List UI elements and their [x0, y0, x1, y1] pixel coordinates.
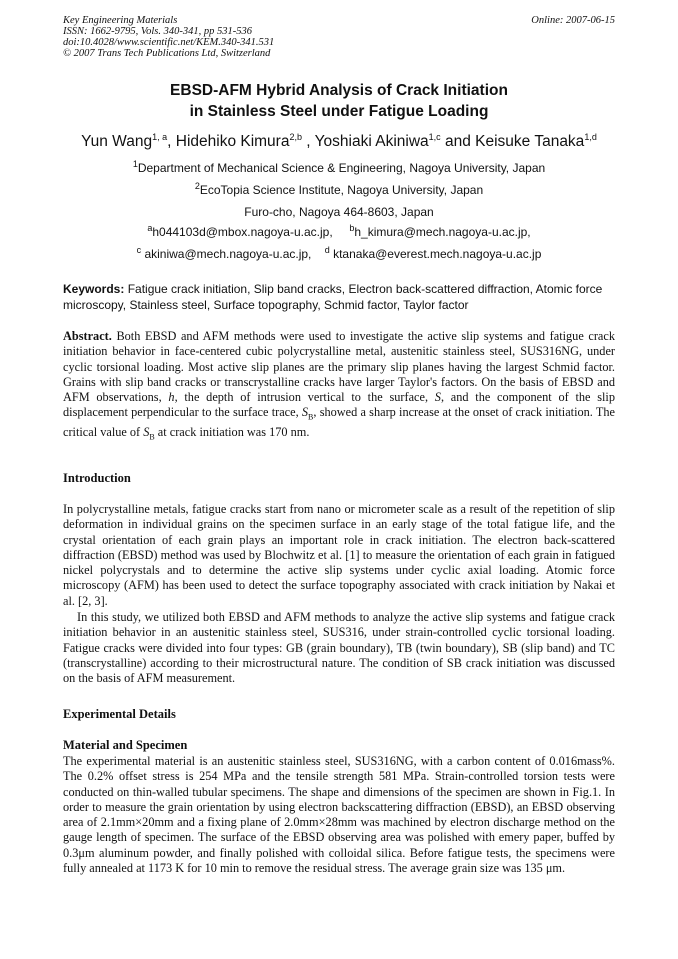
affiliation-2	[0, 183, 678, 197]
keywords	[63, 281, 615, 313]
intro-paragraph-1: In polycrystalline metals, fatigue cracks start from nano or micrometer scale as a result of the repetition of slip deformation in individual grains on the specimen surface in an early stage of the total fatigue life, and the crystal orientation of each grain plays an important role in crack initiation. The electron back-scattered diffraction (EBSD) method was used by Blochwitz et al. [1] to measure the orientation of each grain in fatigued nickel polycrystals and to determine the active slip systems under cyclic axial loading. Atomic force microscopy (AFM) has been used to detect the surface topography associated with crack initiation by Nakai et al. [2, 3].	[63, 502, 615, 608]
symbol: S	[143, 425, 150, 440]
affiliation-1	[0, 161, 678, 175]
issn-line: ISSN: 1662-9795, Vols. 340-341, pp 531-536	[63, 26, 252, 37]
abstract-text: , the depth of intrusion vertical to the surface,	[174, 390, 435, 405]
affil-text: EcoTopia Science Institute, Nagoya University, Japan	[199, 183, 484, 197]
separator: ,	[301, 133, 315, 150]
separator: and	[440, 133, 476, 150]
author-sup: 1,c	[428, 131, 441, 142]
abstract-text: , showed a sharp increase at the onset of crack initiation. The critical value of	[63, 405, 615, 440]
copyright-line: © 2007 Trans Tech Publications Ltd, Switzerland	[63, 48, 271, 59]
abstract-text: Both EBSD and AFM methods were used to investigate the active slip systems and fatigue crack initiation behavior in face-centered cubic polycrystalline metal, austenitic stainless steel, SUS316NG, under cyclic torsional loading. Most active slip planes are the primary slip planes having the largest Schmid factor. Grains with slip band cracks or transcrystalline cracks have larger Taylor's factors. On the basis of EBSD and AFM observations,	[63, 329, 615, 405]
separator: ,	[167, 133, 176, 150]
email[interactable]: h_kimura@mech.nagoya-u.ac.jp,	[354, 225, 531, 239]
author-sup: 1,d	[584, 131, 597, 142]
section-heading: Experimental Details	[63, 707, 176, 721]
online-date: Online: 2007-06-15	[531, 15, 615, 26]
affil-sup: 2	[194, 181, 200, 191]
author-name: Keisuke Tanaka	[475, 133, 585, 150]
emails-line-2	[0, 247, 678, 261]
abstract	[63, 329, 615, 445]
email-sup: b	[349, 223, 355, 233]
symbol-sub: B	[308, 412, 314, 422]
author-sup: 1, a	[152, 131, 168, 142]
journal-header	[63, 15, 274, 59]
email[interactable]: akiniwa@mech.nagoya-u.ac.jp,	[144, 247, 312, 261]
email[interactable]: h044103d@mbox.nagoya-u.ac.jp,	[152, 225, 333, 239]
experimental-paragraph: The experimental material is an austenitic stainless steel, SUS316NG, with a carbon content of 0.016mass%. The 0.2% offset stress is 254 MPa and the tensile strength 581 MPa. Strain-controlled torsion tests were conducted on thin-walled tubular specimens. The shape and dimensions of the specimen are shown in Fig.1. In order to measure the grain orientation by using electron backscattering diffraction (EBSD), an EBSD observing area of 2.1mm×20mm and a fixing plane of 2.0mm×28mm was machined by electron discharge method on the gauge length of specimen. The surface of the EBSD observing area was polished with emery paper, buffed by 0.3μm aluminum powder, and finally polished with colloidal silica. Before fatigue tests, the specimens were fully annealed at 1173 K for 10 min to remove the residual stress. The average grain size was 135 μm.	[63, 754, 615, 876]
author-name: Yun Wang	[81, 133, 153, 150]
symbol: S	[434, 390, 441, 405]
title-line-2: in Stainless Steel under Fatigue Loading	[189, 103, 489, 120]
email-sup: a	[147, 223, 153, 233]
keywords-text: Fatigue crack initiation, Slip band cracks, Electron back-scattered diffraction, Atomic force microscopy, Stainless steel, Surface topography, Schmid factor, Taylor factor	[63, 282, 603, 312]
author-list	[0, 133, 678, 151]
author-name: Hidehiko Kimura	[175, 133, 290, 150]
title-line-1: EBSD-AFM Hybrid Analysis of Crack Initiation	[170, 82, 508, 99]
email-sup: c	[136, 245, 142, 255]
paper-title	[0, 80, 678, 122]
author-name: Yoshiaki Akiniwa	[314, 133, 429, 150]
symbol-sub: B	[149, 432, 155, 442]
keywords-label: Keywords:	[63, 282, 125, 296]
section-heading: Introduction	[63, 471, 131, 485]
affil-text: Department of Mechanical Science & Engineering, Nagoya University, Japan	[137, 161, 546, 175]
abstract-text: , and the component of the slip displacement perpendicular to the surface trace,	[63, 390, 615, 420]
doi-line: doi:10.4028/www.scientific.net/KEM.340-341.531	[63, 37, 275, 48]
abstract-label: Abstract.	[63, 329, 112, 343]
email-sup: d	[324, 245, 330, 255]
emails-line-1	[0, 225, 678, 239]
subsection-heading: Material and Specimen	[63, 738, 188, 752]
affil-sup: 1	[132, 159, 138, 169]
symbol: h	[168, 390, 175, 405]
symbol: S	[301, 405, 309, 420]
journal-name: Key Engineering Materials	[63, 15, 178, 26]
email[interactable]: ktanaka@everest.mech.nagoya-u.ac.jp	[333, 247, 542, 261]
intro-paragraph-2: In this study, we utilized both EBSD and AFM methods to analyze the active slip systems and fatigue crack initiation behavior in an austenitic stainless steel, SUS316, under strain-controlled cyclic torsional loading. Fatigue cracks were divided into four types: GB (grain boundary), TB (twin boundary), SB (slip band) and TC (transcrystalline) according to their microstructural nature. The condition of SB crack initiation was discussed on the basis of AFM measurement.	[63, 610, 615, 686]
author-sup: 2,b	[289, 131, 302, 142]
abstract-text: at crack initiation was 170 nm.	[154, 425, 310, 440]
address: Furo-cho, Nagoya 464-8603, Japan	[244, 205, 434, 219]
